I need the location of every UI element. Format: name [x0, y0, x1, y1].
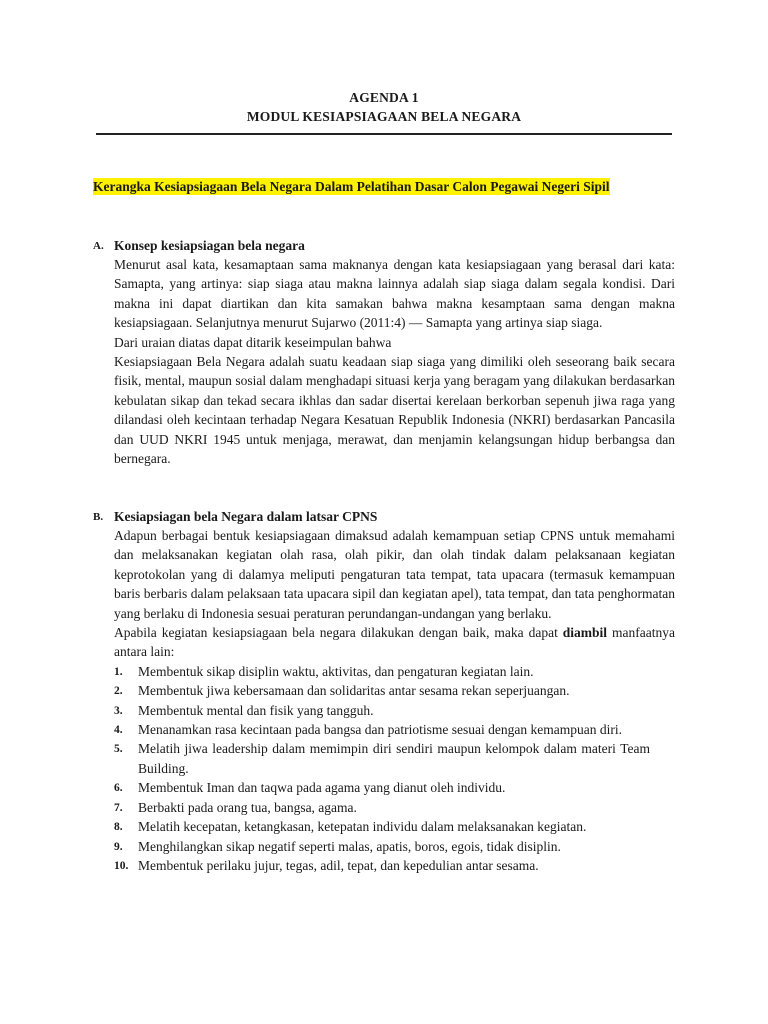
- list-item-text: Berbakti pada orang tua, bangsa, agama.: [138, 799, 357, 815]
- list-item-text: Melatih jiwa leadership dalam memimpin diri sendiri maupun kelompok dalam materi Team Building.: [138, 741, 650, 776]
- benefits-list: [114, 662, 675, 875]
- list-item: [114, 662, 650, 681]
- section-b-paragraph-1: Adapun berbagai bentuk kesiapsiagaan dimaksud adalah kemampuan setiap CPNS untuk memahami dan melaksanakan kegiatan olah rasa, olah pikir, dan olah tindak dalam pelaksanaan kegiatan keprotokolan yang di dalamya meliputi pengaturan tata tempat, tata upacara (termasuk kemampuan baris berbaris dalam pelaksaan tata upacara sipil dan kegiatan apel), tata tempat, dan tata penghormatan yang berlaku di Indonesia sesuai peraturan perundangan-undangan yang berlaku.: [114, 528, 675, 621]
- section-b-title: Kesiapsiagan bela Negara dalam latsar CPNS: [114, 509, 378, 524]
- document-header: [0, 88, 768, 126]
- list-item-number: 10.: [114, 859, 129, 872]
- list-item: [114, 778, 650, 797]
- section-b-letter: B.: [93, 511, 104, 523]
- para2-bold-word: diambil: [562, 625, 608, 641]
- section-a-title: Konsep kesiapsiagan bela negara: [114, 238, 305, 253]
- list-item-text: Menanamkan rasa kecintaan pada bangsa dan patriotisme sesuai dengan kemampuan diri.: [138, 722, 622, 738]
- agenda-label: AGENDA 1: [349, 90, 419, 105]
- list-item: [114, 720, 650, 739]
- framework-title-highlight: Kerangka Kesiapsiagaan Bela Negara Dalam Pelatihan Dasar Calon Pegawai Negeri Sipil: [93, 179, 610, 194]
- list-item-number: 9.: [114, 840, 123, 853]
- module-title: MODUL KESIAPSIAGAAN BELA NEGARA: [246, 109, 522, 124]
- list-item-text: Membentuk Iman dan taqwa pada agama yang dianut oleh individu.: [138, 780, 506, 796]
- list-item-number: 3.: [114, 704, 123, 717]
- list-item-number: 7.: [114, 801, 123, 814]
- list-item-number: 4.: [114, 724, 123, 737]
- section-a-paragraph-3: Kesiapsiagaan Bela Negara adalah suatu keadaan siap siaga yang dimiliki oleh seseorang baik secara fisik, mental, maupun sosial dalam menghadapi situasi kerja yang beragam yang dilakukan berdasarkan kebulatan sikap dan tekad secara ikhlas dan sadar disertai kerelaan berkorban sepenuh jiwa raga yang dilandasi oleh kecintaan terhadap Negara Kesatuan Republik Indonesia (NKRI) berdasarkan Pancasila dan UUD NKRI 1945 untuk menjaga, merawat, dan menjamin kelangsungan hidup berbangsa dan bernegara.: [114, 354, 675, 467]
- list-item-number: 5.: [114, 743, 123, 756]
- list-item: [114, 701, 650, 720]
- list-item: [114, 739, 650, 778]
- list-item: [114, 798, 650, 817]
- list-item: [114, 856, 650, 875]
- list-item-number: 6.: [114, 782, 123, 795]
- section-a-letter: A.: [93, 240, 104, 252]
- para2-text-before: Apabila kegiatan kesiapsiagaan bela negara dilakukan dengan baik, maka dapat: [114, 625, 563, 641]
- list-item-number: 8.: [114, 821, 123, 834]
- list-item-text: Membentuk sikap disiplin waktu, aktivitas, dan pengaturan kegiatan lain.: [138, 663, 534, 679]
- para2-text-after: manfaatnya antara lain:: [114, 625, 675, 660]
- section-b-heading: [93, 507, 675, 526]
- list-item: [114, 681, 650, 700]
- list-item-text: Melatih kecepatan, ketangkasan, ketepatan individu dalam melaksanakan kegiatan.: [138, 819, 587, 835]
- list-item-number: 1.: [114, 665, 123, 678]
- list-item-text: Menghilangkan sikap negatif seperti malas, apatis, boros, egois, tidak disiplin.: [138, 838, 561, 854]
- list-item-text: Membentuk jiwa kebersamaan dan solidaritas antar sesama rekan seperjuangan.: [138, 683, 570, 699]
- framework-title: [93, 176, 675, 197]
- section-a: [93, 236, 675, 468]
- header-divider: [96, 133, 672, 135]
- list-item: [114, 837, 650, 856]
- section-a-paragraph-2: Dari uraian diatas dapat ditarik keseimpulan bahwa: [114, 334, 392, 350]
- list-item-text: Membentuk perilaku jujur, tegas, adil, tepat, dan kepedulian antar sesama.: [138, 857, 539, 873]
- section-b: [93, 507, 675, 875]
- section-a-paragraph-1: Menurut asal kata, kesamaptaan sama maknanya dengan kata kesiapsiagaan yang berasal dari kata: Samapta, yang artinya: siap siaga atau makna lainnya adalah siap siaga dalam segala kondisi. Dari makna ini dapat diartikan dan kita samakan bahwa makna kesamptaan sama dengan makna kesiapsiagaan. Selanjutnya menurut Sujarwo (2011:4) — Samapta yang artinya siap siaga.: [114, 257, 675, 331]
- section-a-heading: [93, 236, 675, 255]
- list-item-text: Membentuk mental dan fisik yang tangguh.: [138, 702, 374, 718]
- section-b-paragraph-2: [114, 623, 675, 662]
- list-item-number: 2.: [114, 685, 123, 698]
- list-item: [114, 817, 650, 836]
